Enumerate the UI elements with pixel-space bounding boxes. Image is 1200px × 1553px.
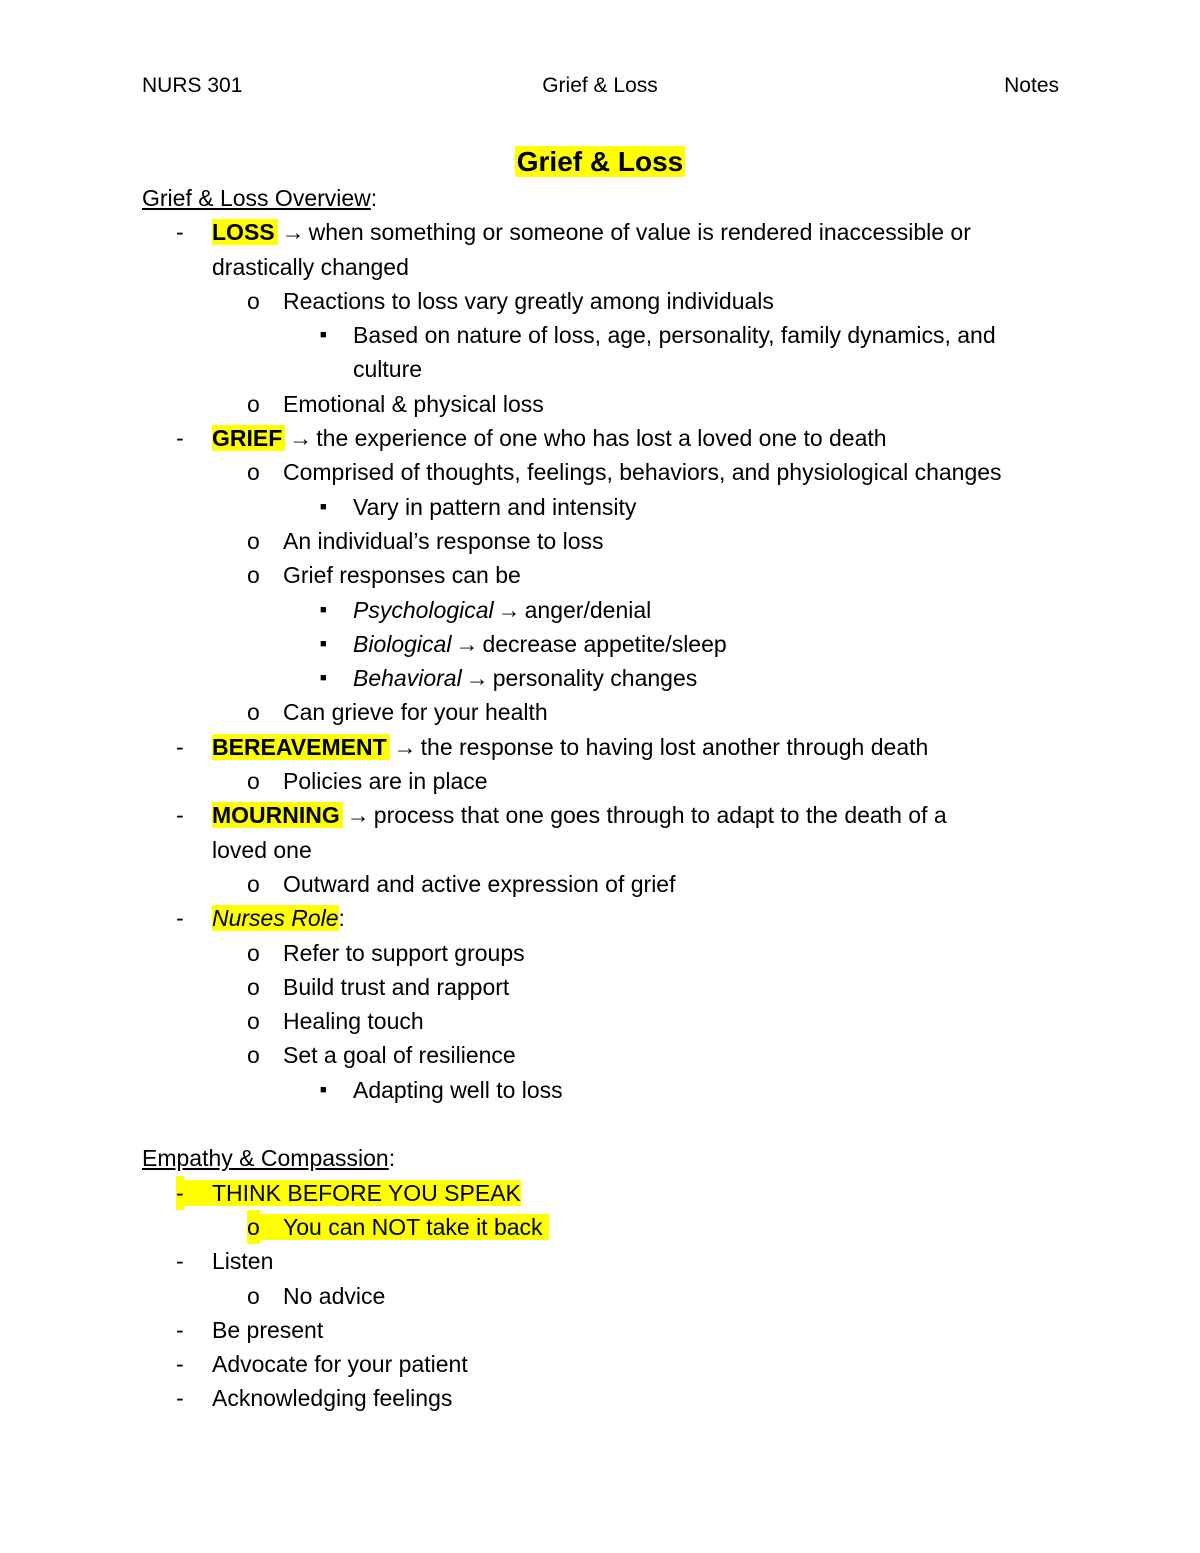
nurses-role-item: Refer to support groups [283,939,525,966]
list-item [142,558,1082,592]
loss-definition-cont: drastically changed [212,253,409,280]
empathy-item: Acknowledging feelings [212,1385,453,1412]
term-mourning: MOURNING [212,802,343,828]
response-type: Psychological [353,596,494,623]
list-item [142,284,1082,318]
list-item [142,1313,1082,1347]
response-type: Behavioral [353,665,462,692]
list-item [142,1004,1082,1038]
nurses-role-item: Set a goal of resilience [283,1042,516,1069]
circle-bullet: o [247,939,260,966]
dash-bullet: - [176,1248,184,1275]
colon: : [388,1145,396,1172]
grief-sub2: An individual’s response to loss [283,527,604,554]
dash-bullet: - [176,219,184,246]
circle-bullet: o [247,768,260,795]
list-item-nurses-role [142,901,1082,935]
circle-bullet: o [247,390,260,417]
circle-bullet: o [247,459,260,486]
list-item [142,1038,1082,1072]
grief-sub4: Can grieve for your health [283,699,548,726]
dash-bullet: - [176,1385,184,1412]
dash-bullet: - [176,1176,184,1210]
term-bereavement: BEREAVEMENT [212,734,390,760]
term-grief: GRIEF [212,425,285,451]
square-bullet: ■ [320,672,327,685]
list-item [142,1210,1082,1244]
document-title-text: Grief & Loss [516,146,684,177]
arrow-icon: → [465,665,489,692]
list-item-continuation [142,833,1082,867]
list-item [142,867,1082,901]
arrow-icon: → [393,733,417,760]
dash-bullet: - [176,1351,184,1378]
list-item [142,1347,1082,1381]
colon: : [370,185,378,211]
list-item [142,1073,1082,1107]
response-desc: decrease appetite/sleep [482,630,727,657]
dash-bullet: - [176,1316,184,1343]
list-item [142,490,1082,524]
grief-definition: the experience of one who has lost a loved one to death [316,425,887,452]
mourning-definition-cont: loved one [212,836,312,863]
response-desc: personality changes [492,665,698,692]
square-bullet: ■ [320,637,327,650]
list-item [142,1381,1082,1415]
list-item [142,1279,1082,1313]
circle-bullet: o [247,973,260,1000]
square-bullet: ■ [320,1083,327,1096]
arrow-icon: → [289,425,313,452]
list-item-think [142,1176,1082,1210]
loss-sub1a: Based on nature of loss, age, personality, family dynamics, and [353,322,996,349]
blank-line [142,1107,1082,1141]
empathy-item: Be present [212,1316,324,1343]
list-item [142,387,1082,421]
empathy-heading-row [142,1141,1082,1175]
think-text: THINK BEFORE YOU SPEAK [176,1180,521,1206]
response-desc: anger/denial [524,596,652,623]
bereavement-definition: the response to having lost another through death [420,733,929,760]
list-item [142,970,1082,1004]
circle-bullet: o [247,287,260,314]
dash-bullet: - [176,733,184,760]
circle-bullet: o [247,1008,260,1035]
nurses-role-item: Healing touch [283,1008,424,1035]
header-topic: Grief & Loss [542,74,658,97]
list-item-response [142,627,1082,661]
listen-text: Listen [212,1248,274,1275]
list-item [142,695,1082,729]
grief-sub1a: Vary in pattern and intensity [353,493,637,520]
header-course: NURS 301 [142,74,243,97]
overview-heading: Grief & Loss Overview [142,185,371,211]
arrow-icon: → [281,219,305,246]
empathy-heading: Empathy & Compassion [142,1145,389,1172]
square-bullet: ■ [320,329,327,342]
colon: : [338,905,345,932]
arrow-icon: → [455,630,479,657]
term-loss: LOSS [212,219,278,245]
list-item-response [142,661,1082,695]
circle-bullet: o [247,1210,260,1244]
circle-bullet: o [247,1282,260,1309]
list-item-continuation [142,352,1082,386]
nurses-role-item: Build trust and rapport [283,973,510,1000]
overview-heading-row [142,181,1082,215]
loss-sub2: Emotional & physical loss [283,390,544,417]
dash-bullet: - [176,802,184,829]
list-item [142,936,1082,970]
nurses-role-label: Nurses Role [212,905,339,932]
loss-definition: when something or someone of value is rendered inaccessible or [308,219,971,246]
list-item [142,455,1082,489]
empathy-item: Advocate for your patient [212,1351,468,1378]
list-item-bereavement [142,730,1082,764]
think-sub: You can NOT take it back [247,1214,549,1240]
bereavement-sub1: Policies are in place [283,768,488,795]
grief-sub3: Grief responses can be [283,562,521,589]
response-type: Biological [353,630,452,657]
notes-body [142,181,1082,1416]
mourning-definition: process that one goes through to adapt to the death of a [373,802,947,829]
list-item [142,764,1082,798]
square-bullet: ■ [320,603,327,616]
square-bullet: ■ [320,500,327,513]
dash-bullet: - [176,905,184,932]
circle-bullet: o [247,1042,260,1069]
header-notes: Notes [1004,74,1059,97]
circle-bullet: o [247,527,260,554]
grief-sub1: Comprised of thoughts, feelings, behaviors, and physiological changes [283,459,1002,486]
circle-bullet: o [247,699,260,726]
list-item-loss [142,215,1082,249]
loss-sub1a-cont: culture [353,356,423,383]
mourning-sub1: Outward and active expression of grief [283,870,676,897]
listen-sub: No advice [283,1282,386,1309]
list-item-continuation [142,250,1082,284]
dash-bullet: - [176,425,184,452]
list-item [142,524,1082,558]
arrow-icon: → [497,596,521,623]
list-item [142,318,1082,352]
loss-sub1: Reactions to loss vary greatly among individuals [283,287,774,314]
circle-bullet: o [247,870,260,897]
list-item-response [142,593,1082,627]
nurses-role-sub: Adapting well to loss [353,1076,563,1103]
list-item [142,1244,1082,1278]
arrow-icon: → [346,802,370,829]
document-title [0,142,1200,182]
circle-bullet: o [247,562,260,589]
list-item-mourning [142,798,1082,832]
list-item-grief [142,421,1082,455]
